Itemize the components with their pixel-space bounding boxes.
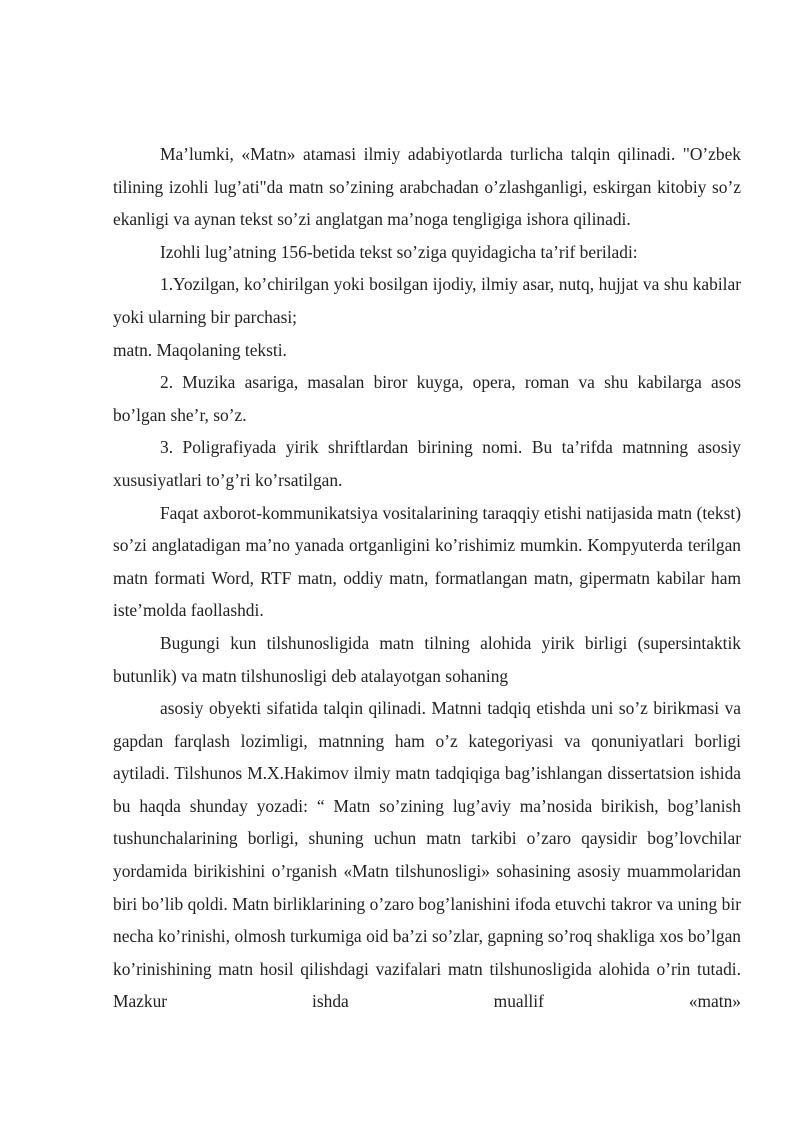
document-page <box>113 138 741 1018</box>
paragraph-definition-3: 3. Poligrafiyada yirik shriftlardan birining nomi. Bu ta’rifda matnning asosiy xususiyatlari to’g’ri ko’rsatilgan. <box>113 437 741 490</box>
paragraph-text-linguistics-object: asosiy obyekti sifatida talqin qilinadi. Matnni tadqiq etishda uni so’z birikmasi va gapdan farqlash lozimligi, matnning ham o’z kategoriyasi va qonuniyatlari borligi aytiladi. Tilshunos M.X.Hakimov ilmiy matn tadqiqiga bag’ishlangan dissertatsion ishida bu haqda shunday yozadi: “ Matn so’zining lug’aviy ma’nosida birikish, bog’lanish tushunchalarining borligi, shuning uchun matn tarkibi o’zaro qaysidir bog’lovchilar yordamida birikishini o’rganish «Matn tilshunosligi» sohasining asosiy muammolaridan biri bo’lib qoldi. Matn birliklarining o’zaro bog’lanishini ifoda etuvchi takror va uning bir necha ko’rinishi, olmosh turkumiga oid ba’zi so’zlar, gapning so’roq shakliga xos bo’lgan ko’rinishining matn hosil qilishdagi vazifalari matn tilshunosligida alohida o’rin tutadi. Mazkur ishda muallif «matn» <box>113 698 741 1012</box>
paragraph-ict-development: Faqat axborot-kommunikatsiya vositalarining taraqqiy etishi natijasida matn (tekst) so’zi anglatadigan ma’no yanada ortganligini ko’rishimiz mumkin. Kompyuterda terilgan matn formati Word, RTF matn, oddiy matn, formatlangan matn, gipermatn kabilar ham iste’molda faollashdi. <box>113 502 741 621</box>
paragraph-definition-1: 1.Yozilgan, ko’chirilgan yoki bosilgan ijodiy, ilmiy asar, nutq, hujjat va shu kabilar yoki ularning bir parchasi; <box>113 274 741 327</box>
paragraph-definition-1-example: matn. Maqolaning teksti. <box>113 339 287 360</box>
paragraph-modern-linguistics: Bugungi kun tilshunosligida matn tilning alohida yirik birligi (supersintaktik butunlik) va matn tilshunosligi deb atalayotgan sohaning <box>113 632 741 686</box>
paragraph-matn-definition: Ma’lumki, «Matn» atamasi ilmiy adabiyotlarda turlicha talqin qilinadi. "O’zbek tilining izohli lug’ati"da matn so’zining arabchadan o’zlashganligi, eskirgan kitobiy so’z ekanligi va aynan tekst so’zi anglatgan ma’noga tengligiga ishora qilinadi. <box>113 144 741 230</box>
paragraph-dictionary-intro: Izohli lug’atning 156-betida tekst so’ziga quyidagicha ta’rif beriladi: <box>160 241 638 262</box>
paragraph-definition-2: 2. Muzika asariga, masalan biror kuyga, opera, roman va shu kabilarga asos bo’lgan she’r, so’z. <box>113 372 741 425</box>
